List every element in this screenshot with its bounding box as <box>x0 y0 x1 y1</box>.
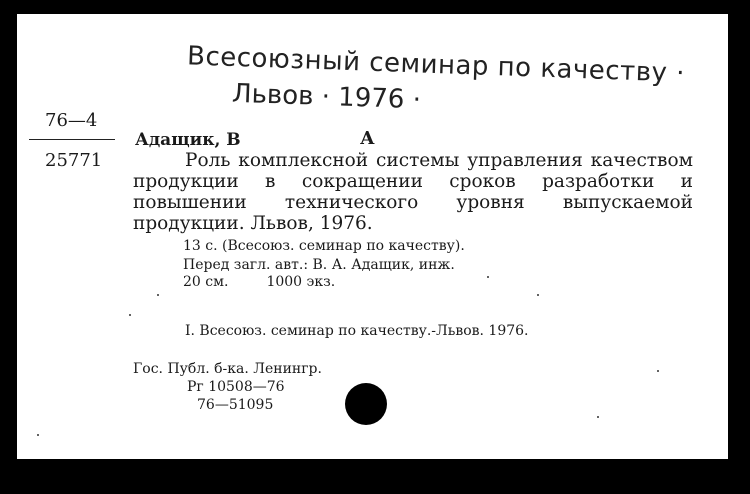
physical-description <box>183 274 335 290</box>
title-statement <box>133 150 693 234</box>
speck <box>657 370 659 372</box>
subject-entry: I. Всесоюз. семинар по качеству.-Львов. 1976. <box>185 323 529 339</box>
call-number-top: 76—4 <box>45 110 98 131</box>
handwritten-note-line2: Львов · 1976 · <box>231 78 422 116</box>
series-note: 13 с. (Всесоюз. семинар по качеству). <box>183 238 465 254</box>
registration-number: 76—51095 <box>197 397 274 413</box>
author-letter-badge: А <box>360 128 375 149</box>
speck <box>157 294 159 296</box>
speck <box>487 276 489 278</box>
catalog-card <box>17 14 728 459</box>
size-text: 20 см. <box>183 274 229 290</box>
punch-hole <box>345 383 387 425</box>
library-line: Гос. Публ. б-ка. Ленингр. <box>133 361 322 377</box>
speck <box>37 434 39 436</box>
rg-number: Рг 10508—76 <box>187 379 285 395</box>
speck <box>597 416 599 418</box>
speck <box>537 294 539 296</box>
title-text: Роль комплексной системы управления качеством продукции в сокращении сроков разработки и повышении технического уровня выпускаемой продукции. Львов, 1976. <box>133 150 693 234</box>
call-number-bottom: 25771 <box>45 150 103 171</box>
speck <box>129 314 131 316</box>
author-note: Перед загл. авт.: В. А. Адащик, инж. <box>183 257 455 273</box>
copies-text: 1000 экз. <box>266 274 336 290</box>
author-heading: Адащик, В <box>135 130 241 150</box>
handwritten-note-line1: Всесоюзный семинар по качеству · <box>186 41 686 89</box>
call-number-divider <box>29 139 115 140</box>
